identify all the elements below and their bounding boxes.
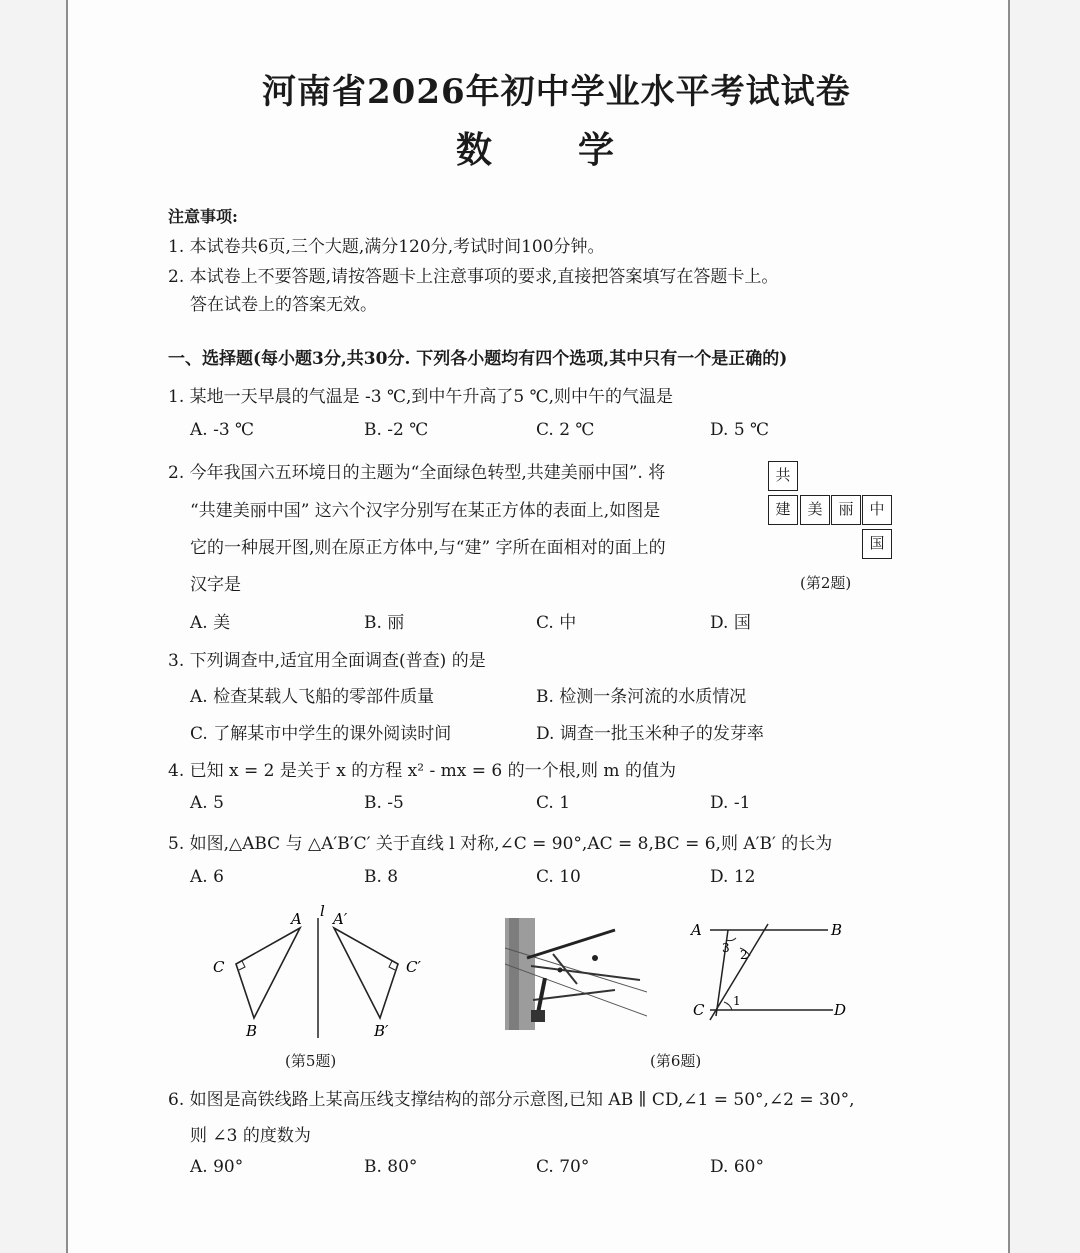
label-c-prime: C′ bbox=[406, 958, 421, 976]
question-2-option-d: D. 国 bbox=[710, 613, 751, 633]
label-b-prime: B′ bbox=[374, 1022, 389, 1040]
question-4-option-c: C. 1 bbox=[536, 793, 571, 813]
figure-5-caption: (第5题) bbox=[285, 1052, 337, 1070]
question-1-stem: 1. 某地一天早晨的气温是 -3 ℃,到中午升高了5 ℃,则中午的气温是 bbox=[168, 387, 674, 407]
angle-label-1: 1 bbox=[733, 994, 741, 1008]
question-6-option-c: C. 70° bbox=[536, 1157, 590, 1177]
question-6-option-b: B. 80° bbox=[364, 1157, 418, 1177]
question-4-stem: 4. 已知 x = 2 是关于 x 的方程 x² - mx = 6 的一个根,则 m 的值为 bbox=[168, 761, 676, 781]
triangle-abc-prime bbox=[334, 928, 398, 1018]
figure-2-caption: (第2题) bbox=[800, 574, 852, 592]
question-1-option-b: B. -2 ℃ bbox=[364, 420, 429, 440]
notes-heading: 注意事项: bbox=[168, 207, 238, 226]
question-5-stem: 5. 如图,△ABC 与 △A′B′C′ 关于直线 l 对称,∠C = 90°,AC = 8,BC = 6,则 A′B′ 的长为 bbox=[168, 834, 833, 854]
notes-item-1: 1. 本试卷共6页,三个大题,满分120分,考试时间100分钟。 bbox=[168, 237, 605, 257]
question-2-line4: 汉字是 bbox=[190, 575, 241, 595]
question-6-line2: 则 ∠3 的度数为 bbox=[190, 1126, 311, 1146]
question-2-option-b: B. 丽 bbox=[364, 613, 405, 633]
question-5-option-d: D. 12 bbox=[710, 867, 756, 887]
question-2-option-a: A. 美 bbox=[190, 613, 231, 633]
question-2-option-c: C. 中 bbox=[536, 613, 577, 633]
label-a-prime: A′ bbox=[333, 910, 348, 928]
question-2-line1: 2. 今年我国六五环境日的主题为“全面绿色转型,共建美丽中国”. 将 bbox=[168, 463, 666, 483]
label-a: A bbox=[291, 910, 302, 928]
label-a: A bbox=[691, 921, 702, 939]
question-3-option-d: D. 调查一批玉米种子的发芽率 bbox=[536, 724, 764, 744]
label-c: C bbox=[213, 958, 225, 976]
figure-5-triangles bbox=[200, 898, 450, 1048]
net-cell-1: 共 bbox=[768, 461, 798, 491]
question-5-option-a: A. 6 bbox=[190, 867, 224, 887]
support-structure-photo bbox=[505, 918, 647, 1030]
question-3-stem: 3. 下列调查中,适宜用全面调查(普查) 的是 bbox=[168, 651, 486, 671]
question-1-option-c: C. 2 ℃ bbox=[536, 420, 595, 440]
exam-title: 河南省2026年初中学业水平考试试卷 bbox=[262, 72, 851, 112]
net-cell-5: 中 bbox=[862, 495, 892, 525]
question-3-option-b: B. 检测一条河流的水质情况 bbox=[536, 687, 747, 707]
label-b: B bbox=[246, 1022, 258, 1040]
label-b: B bbox=[831, 921, 843, 939]
question-6-line1: 6. 如图是高铁线路上某高压线支撑结构的部分示意图,已知 AB ∥ CD,∠1 = 50°,∠2 = 30°, bbox=[168, 1090, 855, 1110]
question-5-option-c: C. 10 bbox=[536, 867, 581, 887]
question-4-option-b: B. -5 bbox=[364, 793, 404, 813]
question-1-option-d: D. 5 ℃ bbox=[710, 420, 770, 440]
label-d: D bbox=[834, 1001, 847, 1019]
angle-label-2: 2 bbox=[740, 948, 748, 962]
net-cell-6: 国 bbox=[862, 529, 892, 559]
question-5-option-b: B. 8 bbox=[364, 867, 399, 887]
figure-6-diagram bbox=[688, 912, 863, 1024]
section-heading: 一、选择题(每小题3分,共30分. 下列各小题均有四个选项,其中只有一个是正确的) bbox=[168, 349, 788, 369]
question-2-line2: “共建美丽中国” 这六个汉字分别写在某正方体的表面上,如图是 bbox=[190, 501, 661, 521]
question-3-option-c: C. 了解某市中学生的课外阅读时间 bbox=[190, 724, 452, 744]
question-2-line3: 它的一种展开图,则在原正方体中,与“建” 字所在面相对的面上的 bbox=[190, 538, 666, 558]
notes-item-2-line1: 2. 本试卷上不要答题,请按答题卡上注意事项的要求,直接把答案填写在答题卡上。 bbox=[168, 267, 779, 287]
question-3-option-a: A. 检查某载人飞船的零部件质量 bbox=[190, 687, 435, 707]
question-6-option-a: A. 90° bbox=[190, 1157, 244, 1177]
label-c: C bbox=[693, 1001, 705, 1019]
question-4-option-d: D. -1 bbox=[710, 793, 751, 813]
figure-6-caption: (第6题) bbox=[650, 1052, 702, 1070]
label-l: l bbox=[320, 902, 325, 920]
triangle-abc bbox=[236, 928, 300, 1018]
angle-label-3: 3 bbox=[722, 941, 730, 955]
question-6-option-d: D. 60° bbox=[710, 1157, 764, 1177]
subject-title: 数学 bbox=[456, 129, 701, 171]
net-cell-3: 美 bbox=[800, 495, 830, 525]
question-4-option-a: A. 5 bbox=[190, 793, 224, 813]
notes-item-2-line2: 答在试卷上的答案无效。 bbox=[190, 295, 377, 315]
net-cell-2: 建 bbox=[768, 495, 798, 525]
question-1-option-a: A. -3 ℃ bbox=[190, 420, 255, 440]
net-cell-4: 丽 bbox=[831, 495, 861, 525]
